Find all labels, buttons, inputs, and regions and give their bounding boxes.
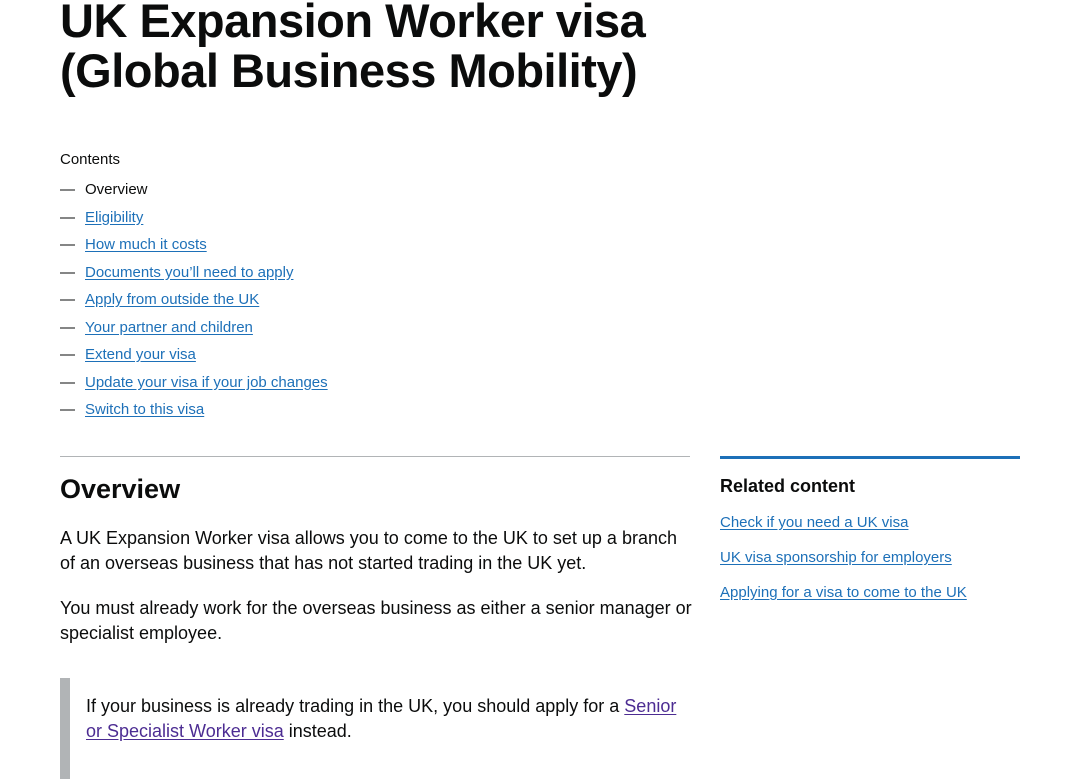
inset-text-after: instead. [283, 721, 352, 741]
toc-item [60, 399, 328, 427]
toc-link-extend[interactable]: Extend your visa [85, 346, 196, 363]
contents-list [60, 179, 328, 427]
related-heading: Related content [720, 476, 856, 496]
related-content [720, 456, 1020, 601]
overview-paragraph: A UK Expansion Worker visa allows you to come to the UK to set up a branch of an overseas business that has not started trading in the UK yet. [60, 528, 677, 573]
overview-heading: Overview [60, 474, 181, 504]
section-divider [60, 456, 690, 457]
contents-label: Contents [60, 151, 121, 168]
toc-link-switch[interactable]: Switch to this visa [85, 401, 205, 418]
overview-paragraph: You must already work for the overseas business as either a senior manager or specialist employee. [60, 598, 692, 643]
dash: — [60, 401, 75, 418]
toc-link-partner[interactable]: Your partner and children [85, 318, 253, 336]
page-title: UK Expansion Worker visa (Global Business Mobility) [60, 0, 646, 97]
toc-item [60, 372, 328, 400]
related-link-check-visa[interactable]: Check if you need a UK visa [720, 514, 909, 531]
related-link-sponsorship[interactable]: UK visa sponsorship for employers [720, 549, 952, 566]
inset-text [60, 678, 680, 779]
toc-link-apply[interactable]: Apply from outside the UK [85, 291, 260, 308]
dash: — [60, 346, 75, 363]
dash: — [60, 291, 75, 308]
dash: — [60, 208, 75, 226]
toc-item [60, 344, 328, 372]
dash: — [60, 373, 75, 391]
toc-item [60, 317, 328, 345]
inset-text-before: If your business is already trading in the UK, you should apply for a [86, 696, 625, 716]
toc-item-overview [60, 179, 328, 207]
toc-item [60, 289, 328, 317]
senior-specialist-worker-link[interactable]: Senior or Specialist Worker visa [86, 696, 677, 741]
dash: — [60, 263, 75, 281]
toc-item [60, 262, 328, 290]
toc-link-eligibility[interactable]: Eligibility [85, 208, 144, 226]
toc-link-update[interactable]: Update your visa if your job changes [85, 373, 328, 391]
toc-link-documents[interactable]: Documents you’ll need to apply [85, 263, 294, 281]
toc-item [60, 207, 328, 235]
toc-item [60, 234, 328, 262]
dash: — [60, 181, 75, 198]
dash: — [60, 236, 75, 253]
dash: — [60, 318, 75, 336]
toc-current: Overview [85, 181, 148, 198]
related-link-applying[interactable]: Applying for a visa to come to the UK [720, 584, 967, 601]
inset-paragraph [86, 694, 686, 744]
toc-link-costs[interactable]: How much it costs [85, 236, 207, 253]
